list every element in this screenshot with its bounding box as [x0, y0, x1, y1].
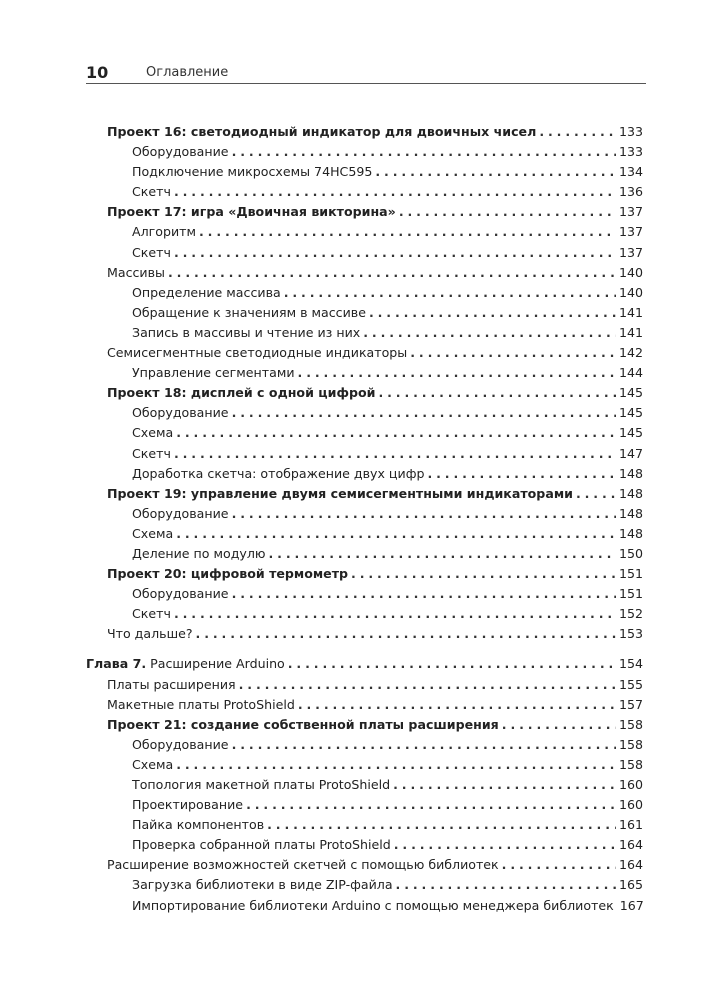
dot-leader — [232, 584, 616, 604]
toc-entry-label: Массивы — [107, 264, 165, 280]
toc-entry-label: Пайка компонентов — [132, 817, 265, 833]
dot-leader — [363, 323, 616, 343]
toc-entry-label: Проект 16: светодиодный индикатор для двоичных чисел — [107, 124, 537, 139]
toc-entry[interactable] — [86, 735, 643, 755]
toc-entry-label: Проект 18: дисплей с одной цифрой — [107, 385, 376, 401]
toc-entry-label: Загрузка библиотеки в виде ZIP-файла — [132, 877, 393, 893]
toc-entry-label: Скетч — [132, 606, 171, 622]
toc-entry[interactable] — [86, 423, 643, 443]
toc-page-number: 141 — [618, 304, 643, 320]
toc-entry-label — [86, 654, 285, 674]
toc-entry[interactable] — [86, 444, 643, 464]
toc-entry-label: Запись в массивы и чтение из них — [132, 324, 361, 340]
toc-entry-label: Обращение к значениям в массиве — [132, 304, 366, 320]
toc-page-number: 133 — [618, 144, 643, 160]
dot-leader — [539, 122, 616, 142]
dot-leader — [298, 363, 616, 383]
toc-entry[interactable] — [86, 283, 643, 303]
toc-page-number: 151 — [618, 566, 643, 582]
dot-leader — [502, 715, 616, 735]
toc-entry-label: Деление по модулю — [132, 545, 266, 561]
toc-page-number: 140 — [618, 264, 643, 280]
dot-leader — [232, 504, 616, 524]
toc-entry[interactable] — [86, 464, 643, 484]
toc-entry-label: Оборудование — [132, 505, 229, 521]
toc-entry[interactable] — [86, 675, 643, 695]
toc-entry-label: Доработка скетча: отображение двух цифр — [132, 465, 425, 481]
toc-entry[interactable] — [86, 263, 643, 283]
toc-entry-label: Импортирование библиотеки Arduino с помощью менеджера библиотек — [132, 897, 614, 913]
toc-entry-label: Схема — [132, 525, 174, 541]
toc-page-number: 150 — [618, 545, 643, 561]
toc-page-number: 148 — [618, 525, 643, 541]
toc-entry-label: Проект 20: цифровой термометр — [107, 566, 349, 582]
dot-leader — [502, 855, 616, 875]
toc-page-number: 160 — [618, 777, 643, 792]
dot-leader — [168, 263, 616, 283]
toc-entry-label: Схема — [132, 756, 174, 772]
toc-entry[interactable] — [86, 755, 643, 775]
table-of-contents — [86, 122, 643, 916]
toc-entry[interactable] — [86, 875, 643, 895]
toc-page-number: 137 — [618, 224, 643, 240]
dot-leader — [174, 243, 616, 263]
toc-entry[interactable] — [86, 182, 643, 202]
toc-entry-label: Управление сегментами — [132, 365, 295, 381]
toc-entry-label: Оборудование — [132, 144, 229, 160]
toc-page-number: 140 — [618, 284, 643, 300]
dot-leader — [375, 162, 616, 182]
running-header — [86, 63, 646, 84]
toc-entry-label: Подключение микросхемы 74HC595 — [132, 164, 373, 180]
toc-entry-label: Расширение возможностей скетчей с помощью библиотек — [107, 857, 499, 873]
toc-entry-label: Проект 19: управление двумя семисегментными индикаторами — [107, 485, 573, 501]
dot-leader — [232, 142, 616, 162]
toc-entry-label: Макетные платы ProtoShield — [107, 696, 295, 712]
toc-entry-label: Платы расширения — [107, 676, 236, 692]
toc-page-number: 158 — [618, 736, 643, 752]
toc-page-number: 161 — [618, 817, 643, 833]
toc-entry[interactable] — [86, 243, 643, 263]
toc-page-number: 158 — [618, 716, 643, 732]
toc-page-number: 134 — [618, 164, 643, 180]
toc-entry-label: Скетч — [132, 244, 171, 260]
toc-entry[interactable] — [86, 162, 643, 182]
toc-entry-label: Проект 21: создание собственной платы расширения — [107, 716, 499, 732]
toc-page-number: 153 — [618, 626, 643, 642]
toc-page-number: 154 — [618, 656, 643, 672]
toc-page-number: 148 — [618, 505, 643, 521]
dot-leader — [427, 464, 615, 484]
dot-leader — [288, 654, 616, 674]
toc-page-number: 137 — [618, 204, 643, 220]
toc-entry[interactable] — [86, 122, 643, 142]
toc-page-number: 165 — [618, 877, 643, 893]
toc-entry[interactable] — [86, 835, 643, 855]
toc-entry-label: Оборудование — [132, 405, 229, 421]
toc-page-number: 157 — [618, 696, 643, 712]
toc-entry[interactable] — [86, 584, 643, 604]
toc-entry[interactable] — [86, 715, 643, 735]
toc-entry-label: Оборудование — [132, 586, 229, 602]
dot-leader — [378, 383, 616, 403]
toc-page-number: 145 — [618, 405, 643, 421]
dot-leader — [369, 303, 616, 323]
toc-entry[interactable] — [86, 363, 643, 383]
toc-entry[interactable] — [86, 323, 643, 343]
page-number: 10 — [86, 63, 109, 82]
toc-entry[interactable] — [86, 795, 643, 815]
chapter-prefix: Глава 7. — [86, 656, 147, 672]
dot-leader — [393, 775, 616, 795]
dot-leader — [239, 675, 616, 695]
toc-entry[interactable] — [86, 504, 643, 524]
dot-leader — [174, 182, 616, 202]
toc-page-number: 164 — [618, 837, 643, 853]
toc-page-number: 158 — [618, 756, 643, 772]
toc-entry-label: Проект 17: игра «Двоичная викторина» — [107, 204, 396, 220]
toc-entry[interactable] — [86, 775, 643, 795]
toc-entry[interactable] — [86, 564, 643, 584]
dot-leader — [176, 423, 616, 443]
dot-leader — [176, 524, 616, 544]
toc-page-number: 147 — [618, 445, 643, 461]
dot-leader — [232, 403, 616, 423]
toc-entry-label: Скетч — [132, 445, 171, 461]
toc-page-number: 145 — [618, 425, 643, 441]
toc-page-number: 148 — [618, 485, 643, 501]
toc-page-number: 152 — [618, 606, 643, 622]
toc-entry-label: Определение массива — [132, 284, 281, 300]
toc-page-number: 137 — [618, 244, 643, 260]
toc-entry[interactable] — [86, 604, 643, 624]
toc-entry[interactable] — [86, 222, 643, 242]
dot-leader — [351, 564, 616, 584]
toc-page-number: 148 — [618, 465, 643, 481]
dot-leader — [196, 624, 616, 644]
dot-leader — [199, 222, 616, 242]
dot-leader — [298, 695, 616, 715]
chapter-gap — [86, 644, 643, 654]
toc-entry-label: Схема — [132, 425, 174, 441]
toc-chapter-entry[interactable] — [86, 654, 643, 674]
toc-entry-label: Оборудование — [132, 736, 229, 752]
toc-entry[interactable] — [86, 484, 643, 504]
toc-entry-label: Семисегментные светодиодные индикаторы — [107, 345, 408, 361]
dot-leader — [394, 835, 616, 855]
dot-leader — [396, 875, 616, 895]
toc-page-number: 151 — [618, 586, 643, 602]
toc-entry[interactable] — [86, 403, 643, 423]
dot-leader — [267, 815, 616, 835]
toc-page-number: 145 — [618, 385, 643, 401]
toc-page-number: 155 — [618, 676, 643, 692]
toc-page-number: 164 — [618, 857, 643, 873]
dot-leader — [174, 604, 616, 624]
toc-entry[interactable] — [86, 524, 643, 544]
dot-leader — [410, 343, 616, 363]
dot-leader — [399, 202, 616, 222]
toc-entry-label: Проектирование — [132, 797, 244, 813]
toc-entry-label: Алгоритм — [132, 224, 197, 240]
dot-leader — [269, 544, 616, 564]
dot-leader — [174, 444, 616, 464]
dot-leader — [246, 795, 616, 815]
toc-entry[interactable] — [86, 383, 643, 403]
toc-page-number: 142 — [618, 345, 643, 361]
toc-entry-label: Топология макетной платы ProtoShield — [132, 777, 391, 792]
toc-page-number: 160 — [618, 797, 643, 813]
dot-leader — [284, 283, 616, 303]
toc-entry-label: Проверка собранной платы ProtoShield — [132, 837, 391, 853]
toc-entry[interactable] — [86, 896, 643, 916]
dot-leader — [232, 735, 616, 755]
toc-page-number: 133 — [618, 124, 643, 139]
toc-page-number: 144 — [618, 365, 643, 381]
toc-entry[interactable] — [86, 624, 643, 644]
toc-entry[interactable] — [86, 202, 643, 222]
toc-entry[interactable] — [86, 815, 643, 835]
toc-entry[interactable] — [86, 303, 643, 323]
toc-entry[interactable] — [86, 855, 643, 875]
toc-page-number: 167 — [619, 897, 644, 913]
running-title: Оглавление — [146, 65, 229, 80]
toc-entry[interactable] — [86, 544, 643, 564]
chapter-title: Расширение Arduino — [150, 656, 285, 672]
dot-leader — [576, 484, 616, 504]
dot-leader — [176, 755, 616, 775]
toc-entry-label: Что дальше? — [107, 626, 193, 642]
toc-page-number: 141 — [618, 324, 643, 340]
toc-entry-label: Скетч — [132, 184, 171, 200]
toc-page-number: 136 — [618, 184, 643, 200]
toc-entry[interactable] — [86, 695, 643, 715]
toc-entry[interactable] — [86, 343, 643, 363]
toc-entry[interactable] — [86, 142, 643, 162]
